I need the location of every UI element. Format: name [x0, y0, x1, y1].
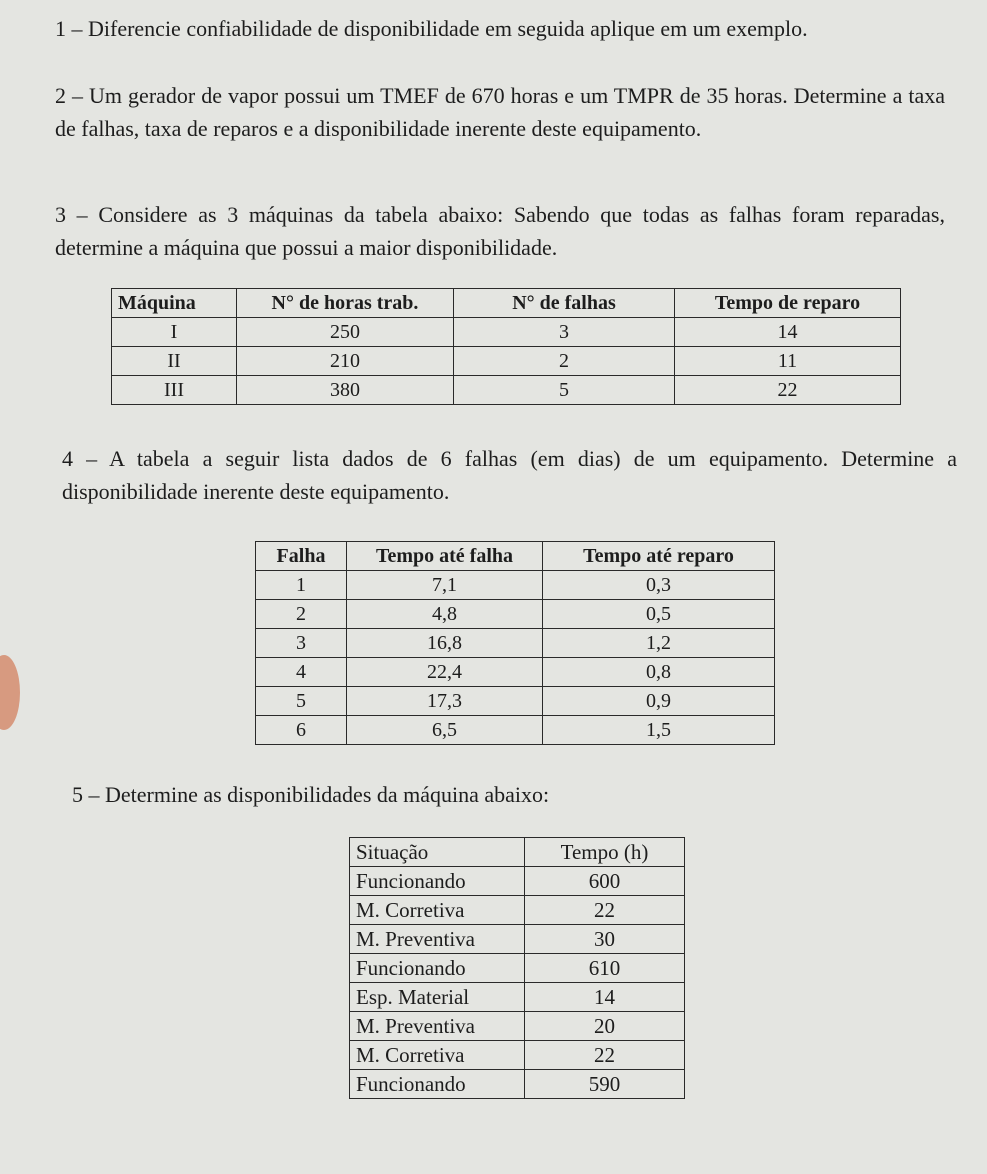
table-cell: 590	[525, 1070, 685, 1099]
table-cell: 22,4	[347, 658, 543, 687]
table-cell: 6,5	[347, 716, 543, 745]
machines-table	[111, 288, 901, 405]
table-cell: 3	[256, 629, 347, 658]
table-row	[256, 716, 775, 745]
table-row	[256, 571, 775, 600]
table-row	[256, 687, 775, 716]
table-cell: II	[112, 347, 237, 376]
table-cell: M. Preventiva	[350, 1012, 525, 1041]
table-cell: Funcionando	[350, 954, 525, 983]
table-cell: 610	[525, 954, 685, 983]
table-cell: 7,1	[347, 571, 543, 600]
table-header-row	[256, 542, 775, 571]
header-cell: N° de falhas	[454, 289, 675, 318]
header-cell: Falha	[256, 542, 347, 571]
question-4: 4 – A tabela a seguir lista dados de 6 falhas (em dias) de um equipamento. Determine a disponibilidade inerente deste equipamento.	[62, 446, 957, 504]
table-cell: 0,3	[543, 571, 775, 600]
header-cell: Situação	[350, 838, 525, 867]
table-cell: 5	[256, 687, 347, 716]
header-cell: N° de horas trab.	[237, 289, 454, 318]
question-3: 3 – Considere as 3 máquinas da tabela abaixo: Sabendo que todas as falhas foram reparadas, determine a máquina que possui a maior disponibilidade.	[55, 202, 945, 260]
table-cell: 17,3	[347, 687, 543, 716]
table-cell: 2	[256, 600, 347, 629]
table-cell: 1,5	[543, 716, 775, 745]
table-cell: 0,5	[543, 600, 775, 629]
table-row	[256, 658, 775, 687]
table-row	[256, 600, 775, 629]
table-cell: 4,8	[347, 600, 543, 629]
table-cell: 14	[675, 318, 901, 347]
table-header-row	[350, 838, 685, 867]
table-cell: 3	[454, 318, 675, 347]
table-row	[350, 867, 685, 896]
table-row	[350, 954, 685, 983]
header-cell: Tempo até falha	[347, 542, 543, 571]
table-cell: Funcionando	[350, 867, 525, 896]
table-row	[112, 318, 901, 347]
situation-table	[349, 837, 685, 1099]
table-cell: 600	[525, 867, 685, 896]
failures-table	[255, 541, 775, 745]
header-cell: Tempo (h)	[525, 838, 685, 867]
table-cell: 380	[237, 376, 454, 405]
table-cell: M. Corretiva	[350, 1041, 525, 1070]
header-cell: Tempo de reparo	[675, 289, 901, 318]
table-row	[350, 925, 685, 954]
table-cell: M. Corretiva	[350, 896, 525, 925]
header-cell: Tempo até reparo	[543, 542, 775, 571]
table-row	[350, 1070, 685, 1099]
table-cell: 16,8	[347, 629, 543, 658]
table-row	[112, 376, 901, 405]
header-cell: Máquina	[112, 289, 237, 318]
table-row	[350, 896, 685, 925]
table-row	[350, 983, 685, 1012]
table-cell: 4	[256, 658, 347, 687]
table-cell: 20	[525, 1012, 685, 1041]
table-cell: 1,2	[543, 629, 775, 658]
table-cell: III	[112, 376, 237, 405]
table-row	[256, 629, 775, 658]
table-cell: 22	[525, 1041, 685, 1070]
table-row	[350, 1041, 685, 1070]
table-cell: I	[112, 318, 237, 347]
table-cell: 0,8	[543, 658, 775, 687]
table-cell: 210	[237, 347, 454, 376]
table-cell: 11	[675, 347, 901, 376]
question-1: 1 – Diferencie confiabilidade de disponibilidade em seguida aplique em um exemplo.	[55, 16, 808, 41]
question-5: 5 – Determine as disponibilidades da máquina abaixo:	[72, 782, 550, 807]
table-cell: 2	[454, 347, 675, 376]
table-cell: M. Preventiva	[350, 925, 525, 954]
table-cell: 5	[454, 376, 675, 405]
finger-edge	[0, 655, 20, 730]
table-cell: 0,9	[543, 687, 775, 716]
table-cell: 22	[675, 376, 901, 405]
table-cell: Funcionando	[350, 1070, 525, 1099]
table-row	[112, 347, 901, 376]
table-cell: 30	[525, 925, 685, 954]
table-cell: 14	[525, 983, 685, 1012]
table-cell: 22	[525, 896, 685, 925]
question-2: 2 – Um gerador de vapor possui um TMEF de 670 horas e um TMPR de 35 horas. Determine a taxa de falhas, taxa de reparos e a disponibilidade inerente deste equipamento.	[55, 83, 945, 141]
table-cell: Esp. Material	[350, 983, 525, 1012]
table-cell: 6	[256, 716, 347, 745]
table-cell: 250	[237, 318, 454, 347]
table-cell: 1	[256, 571, 347, 600]
table-row	[350, 1012, 685, 1041]
table-header-row	[112, 289, 901, 318]
